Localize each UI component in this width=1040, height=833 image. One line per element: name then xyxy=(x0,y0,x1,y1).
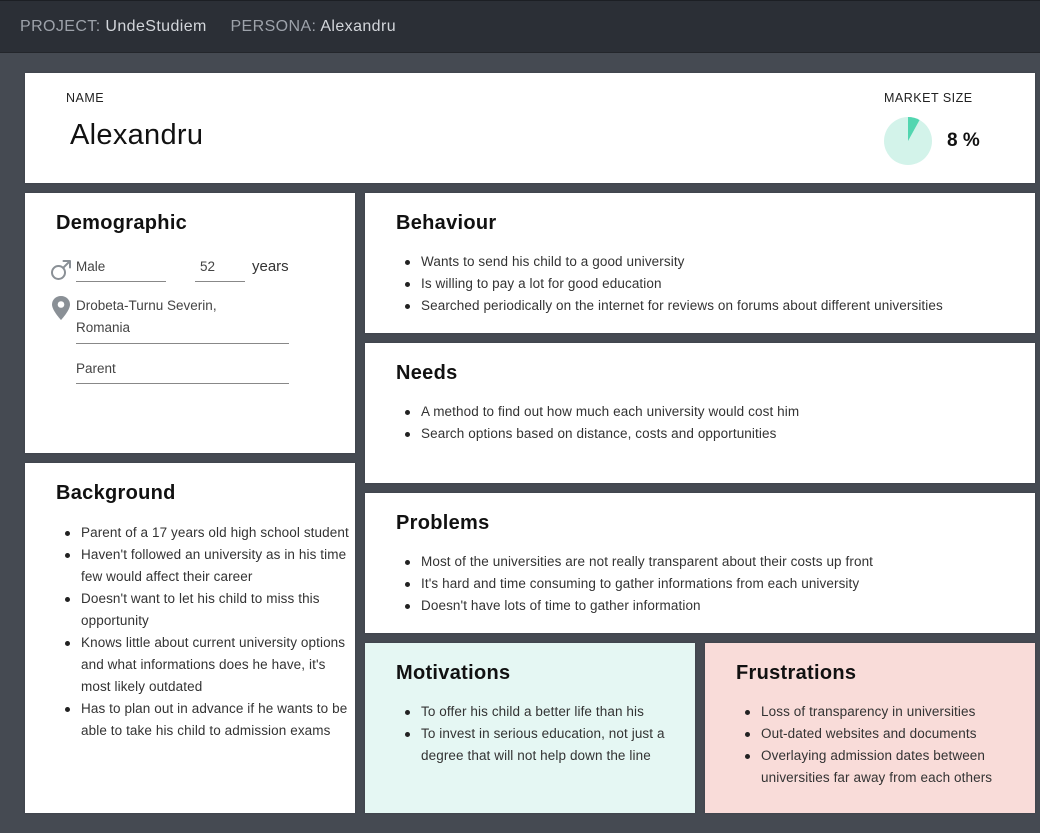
age-field[interactable]: 52 xyxy=(195,256,245,282)
list-item: Doesn't want to let his child to miss this opportunity xyxy=(56,588,351,632)
market-size-pie xyxy=(884,117,932,165)
list-item: Haven't followed an university as in his time few would affect their career xyxy=(56,544,351,588)
background-title: Background xyxy=(56,482,176,504)
list-item: Searched periodically on the internet for reviews on forums about different universities xyxy=(396,295,1016,317)
project-key: PROJECT: xyxy=(20,18,101,35)
gender-field[interactable]: Male xyxy=(76,256,166,282)
market-size-label: MARKET SIZE xyxy=(884,91,973,105)
list-item: A method to find out how much each university would cost him xyxy=(396,401,1016,423)
demographic-title: Demographic xyxy=(56,212,188,234)
list-item: Parent of a 17 years old high school student xyxy=(56,522,351,544)
problems-card xyxy=(365,493,1035,633)
location-line-2: Romania xyxy=(76,320,131,335)
list-item: Has to plan out in advance if he wants to be able to take his child to admission exams xyxy=(56,698,351,742)
list-item: Wants to send his child to a good university xyxy=(396,251,1016,273)
problems-title: Problems xyxy=(396,512,490,534)
male-gender-icon xyxy=(49,258,73,282)
list-item: Loss of transparency in universities xyxy=(736,701,1021,723)
list-item: To invest in serious education, not just a degree that will not help down the line xyxy=(396,723,681,767)
market-size-value[interactable]: 8 % xyxy=(947,130,980,151)
list-item: Most of the universities are not really transparent about their costs up front xyxy=(396,551,1016,573)
list-item: Search options based on distance, costs and opportunities xyxy=(396,423,1016,445)
location-pin-icon xyxy=(50,295,72,321)
persona-name-value[interactable]: Alexandru xyxy=(70,119,204,151)
identity-card xyxy=(25,73,1035,183)
location-field[interactable] xyxy=(76,295,289,344)
frustrations-card xyxy=(705,643,1035,813)
list-item: Overlaying admission dates between universities far away from each others xyxy=(736,745,1021,789)
needs-card xyxy=(365,343,1035,483)
needs-list xyxy=(396,401,1016,445)
behaviour-list xyxy=(396,251,1016,317)
background-list xyxy=(56,522,351,742)
list-item: Is willing to pay a lot for good education xyxy=(396,273,1016,295)
age-unit-label: years xyxy=(252,258,289,275)
behaviour-title: Behaviour xyxy=(396,212,497,234)
frustrations-list xyxy=(736,701,1021,789)
list-item: Doesn't have lots of time to gather information xyxy=(396,595,1016,617)
motivations-list xyxy=(396,701,681,767)
behaviour-card xyxy=(365,193,1035,333)
role-field[interactable]: Parent xyxy=(76,358,289,384)
list-item: It's hard and time consuming to gather informations from each university xyxy=(396,573,1016,595)
motivations-title: Motivations xyxy=(396,662,511,684)
name-label: NAME xyxy=(66,91,105,105)
frustrations-title: Frustrations xyxy=(736,662,857,684)
list-item: To offer his child a better life than his xyxy=(396,701,681,723)
demographic-card xyxy=(25,193,355,453)
project-name[interactable]: UndeStudiem xyxy=(105,18,207,35)
background-card xyxy=(25,463,355,813)
breadcrumb xyxy=(20,18,396,36)
motivations-card xyxy=(365,643,695,813)
location-line-1: Drobeta-Turnu Severin, xyxy=(76,298,217,313)
list-item: Out-dated websites and documents xyxy=(736,723,1021,745)
persona-key: PERSONA: xyxy=(230,18,317,35)
problems-list xyxy=(396,551,1016,617)
persona-name[interactable]: Alexandru xyxy=(320,18,396,35)
needs-title: Needs xyxy=(396,362,458,384)
list-item: Knows little about current university options and what informations does he have, it's most likely outdated xyxy=(56,632,351,698)
top-bar xyxy=(0,0,1040,53)
